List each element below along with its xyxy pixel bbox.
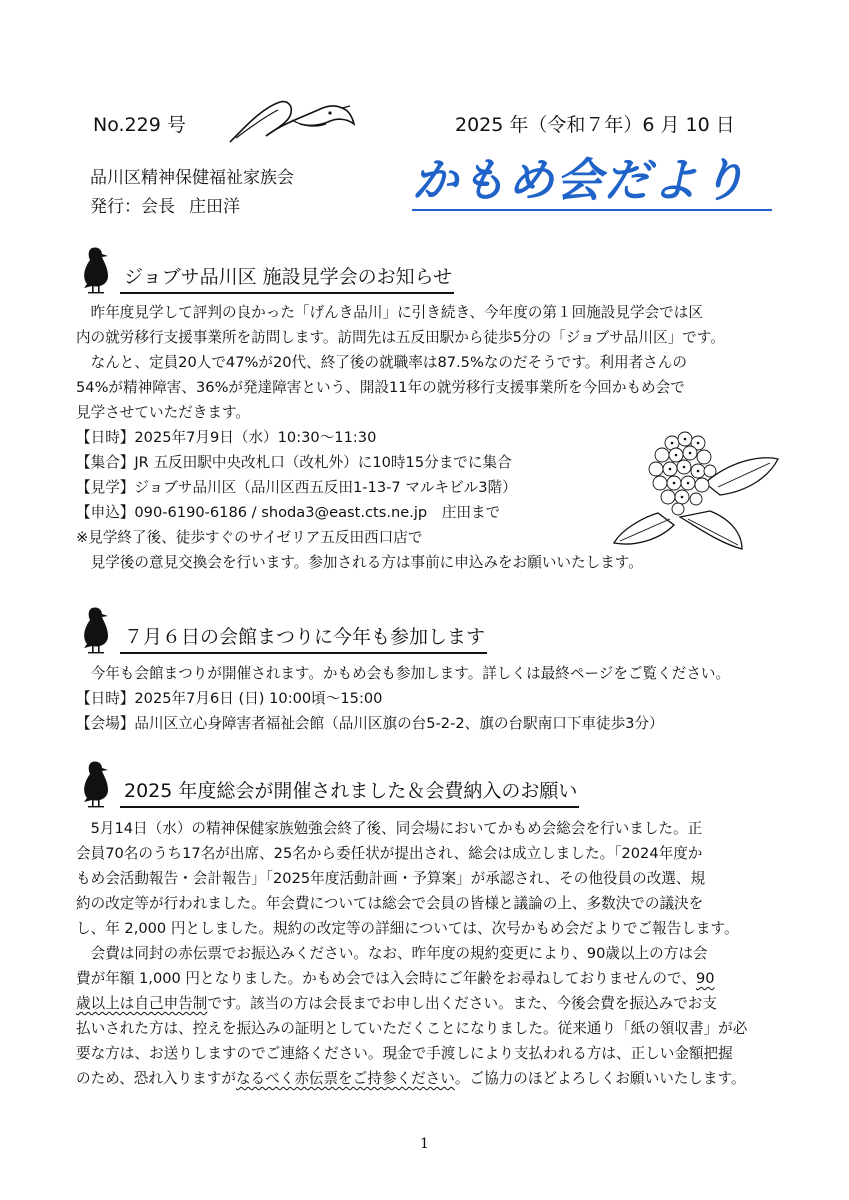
bird-icon	[78, 244, 116, 294]
text-line: し、年 2,000 円としました。規約の改定等の詳細については、次号かもめ会だよりでご報告します。	[76, 920, 739, 937]
section-title-festival: ７月６日の会館まつりに今年も参加します	[120, 622, 487, 654]
bird-icon	[78, 758, 116, 808]
publisher-name: 庄田洋	[189, 197, 240, 217]
event-venue: 【会場】品川区立心身障害者福祉会館（品川区旗の台5-2-2、旗の台駅南口下車徒歩3分）	[76, 715, 664, 732]
text-fragment: 。ご協力のほどよろしくお願いいたします。	[454, 1070, 746, 1087]
text-line: 54%が精神障害、36%が発達障害という、開設11年の就労移行支援事業所を今回かもめ会で	[76, 379, 685, 396]
underlined-text: 歳以上は自己申告制	[76, 995, 208, 1012]
text-line: 要な方は、お送りしますのでご連絡ください。現金で手渡しにより支払われる方は、正しい金額把握	[76, 1045, 733, 1062]
text-line: 今年も会館まつりが開催されます。かもめ会も参加します。詳しくは最終ページをご覧ください。	[76, 665, 731, 682]
seagull-logo-icon	[222, 96, 362, 146]
tour-location: 【見学】ジョブサ品川区（品川区西五反田1-13-7 マルキビル3階）	[76, 479, 517, 496]
bird-icon	[78, 604, 116, 654]
general-meeting-body	[76, 816, 747, 1091]
text-line: なんと、定員20人で47%が20代、終了後の就職率は87.5%なのだそうです。利用者さんの	[76, 354, 687, 371]
underlined-text: なるべく赤伝票をご持参ください	[235, 1070, 455, 1087]
text-line	[76, 1066, 747, 1091]
title-underline	[412, 209, 772, 211]
text-line: 見学後の意見交換会を行います。参加される方は事前に申込みをお願いいたします。	[76, 554, 643, 571]
page-number: 1	[420, 1136, 429, 1152]
section-title-facility-tour: ジョブサ品川区 施設見学会のお知らせ	[120, 262, 454, 294]
application-contact: 【申込】090-6190-6186 / shoda3@east.cts.ne.jp 庄田まで	[76, 504, 501, 521]
newsletter-title: かもめ会だより	[412, 153, 748, 207]
underlined-text: 90	[695, 970, 715, 987]
organization-name: 品川区精神保健福祉家族会	[90, 168, 294, 188]
text-line: 払いされた方は、控えを振込みの証明としていただくことになりました。従来通り「紙の領収書」が必	[76, 1020, 748, 1037]
publisher-line	[90, 192, 240, 217]
text-line: 会費は同封の赤伝票でお振込みください。なお、昨年度の規約変更により、90歳以上の方は会	[76, 945, 708, 962]
festival-body	[76, 661, 730, 736]
hydrangea-icon	[610, 425, 780, 555]
event-date: 【日時】2025年7月9日（水）10:30～11:30	[76, 429, 377, 446]
text-line: もめ会活動報告・会計報告」「2025年度活動計画・予算案」が承認され、その他役員の改選、規	[76, 870, 706, 887]
issue-number: No.229 号	[93, 114, 186, 136]
text-line: 内の就労移行支援事業所を訪問します。訪問先は五反田駅から徒歩5分の「ジョブサ品川区」です。	[76, 329, 725, 346]
event-date: 【日時】2025年7月6日 (日) 10:00頃～15:00	[76, 690, 383, 707]
text-fragment: のため、恐れ入りますが	[76, 1070, 236, 1087]
text-line: ※見学終了後、徒歩すぐのサイゼリア五反田西口店で	[76, 529, 423, 546]
publisher-role: 発行：会長	[90, 197, 175, 217]
text-line: 見学させていただきます。	[76, 404, 250, 421]
section-title-general-meeting: 2025 年度総会が開催されました＆会費納入のお願い	[120, 776, 579, 808]
text-line: 会員70名のうち17名が出席、25名から委任状が提出され、総会は成立しました。「2024年度か	[76, 845, 703, 862]
text-line	[76, 966, 747, 991]
meeting-point: 【集合】JR 五反田駅中央改札口（改札外）に10時15分までに集合	[76, 454, 512, 471]
text-line: 5月14日（水）の精神保健家族勉強会終了後、同会場においてかもめ会総会を行いました。正	[76, 820, 703, 837]
text-line: 約の改定等が行われました。年会費については総会で会員の皆様と議論の上、多数決での議決を	[76, 895, 704, 912]
issue-date: 2025 年（令和７年）6 月 10 日	[455, 114, 735, 136]
text-fragment: 費が年額 1,000 円となりました。かもめ会では入会時にご年齢をお尋ねしておりませんので、	[76, 970, 696, 987]
text-fragment: です。該当の方は会長までお申し出ください。また、今後会費を振込みでお支	[207, 995, 717, 1012]
text-line: 昨年度見学して評判の良かった「げんき品川」に引き続き、今年度の第１回施設見学会では区	[76, 304, 703, 321]
text-line	[76, 991, 747, 1016]
